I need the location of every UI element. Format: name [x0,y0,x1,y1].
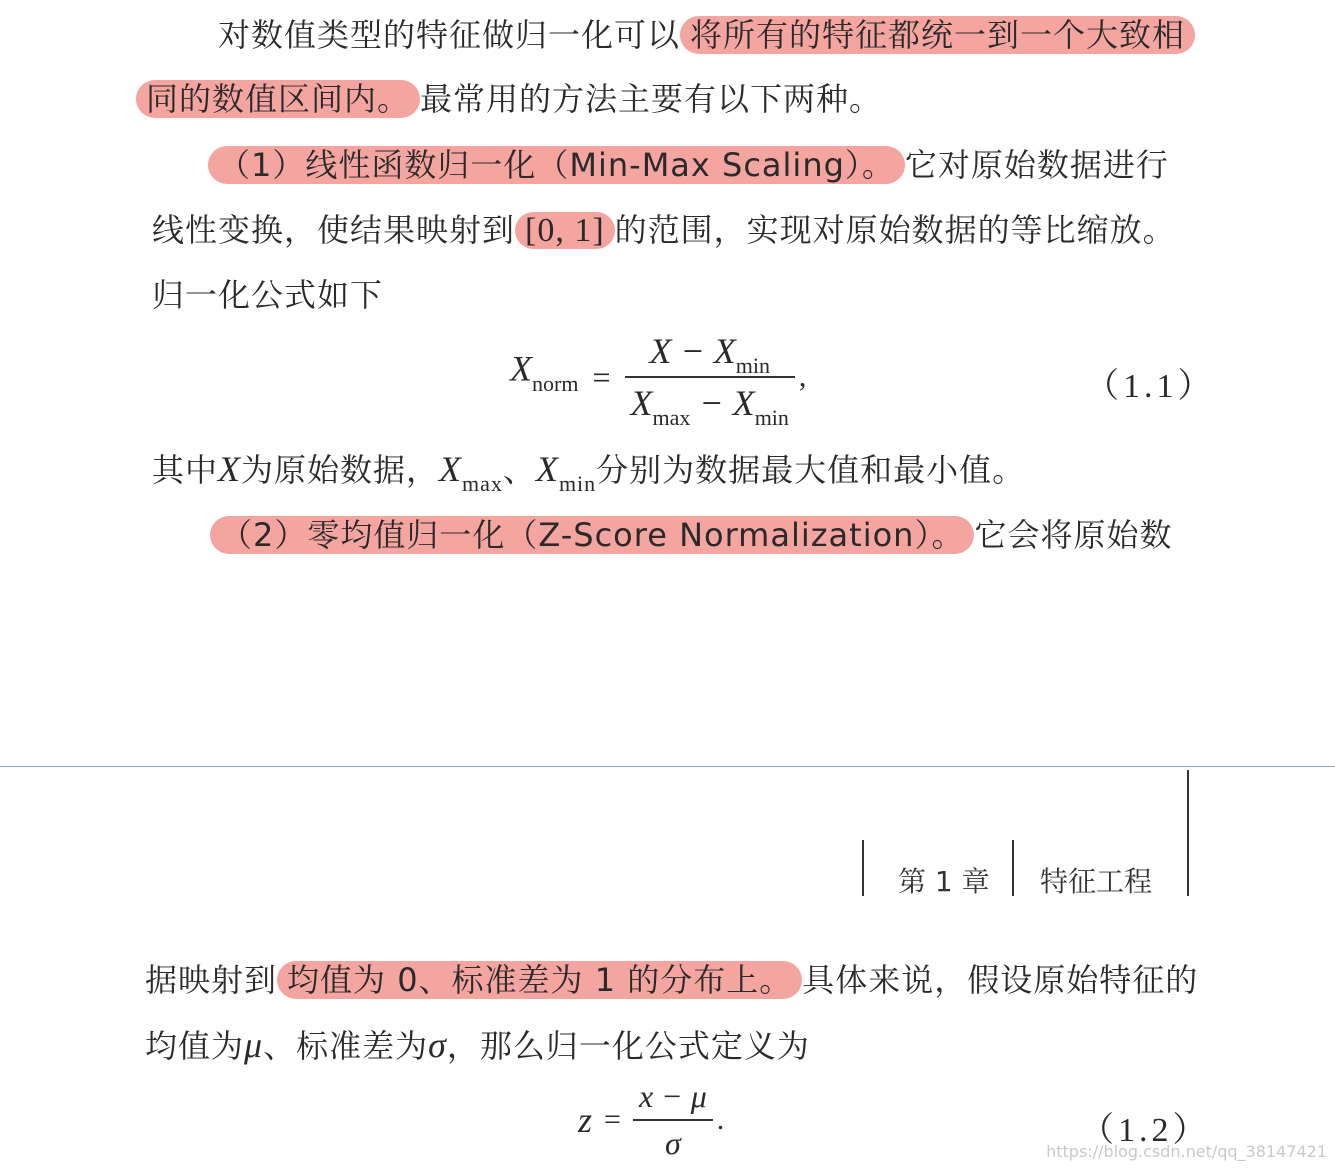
formula-symbol: σ [428,1025,447,1065]
formula-symbol: X [630,383,653,423]
highlight: [0, 1] [515,212,615,249]
para1-line1 [218,12,1195,58]
formula-subscript: norm [532,370,579,396]
item1-line3 [152,272,383,318]
highlight: 均值为 0、标准差为 1 的分布上。 [277,961,802,999]
formula-subscript: min [735,353,770,378]
formula-fraction [633,1078,713,1162]
highlight: （2）零均值归一化（Z-Score Normalization）。 [210,516,974,554]
para2-text: 具体来说，假设原始特征的 [802,961,1199,999]
formula-numerator: x − μ [633,1078,713,1121]
chapter-number: 第 1 章 [898,865,990,898]
formula-comma: , [798,360,807,393]
formula-subscript: max [462,471,503,496]
para2-text: ，那么归一化公式定义为 [446,1027,810,1065]
item1-text: 归一化公式如下 [152,276,384,314]
formula-equals: = [604,1103,621,1136]
explanation-text: 、 [502,451,536,489]
para2-line2 [145,1022,810,1069]
formula-subscript: min [558,471,597,496]
watermark: https://blog.csdn.net/qq_38147421 [1046,1142,1327,1161]
formula-subscript: min [754,405,789,430]
item2-line1 [210,512,1172,558]
para1-text: 对数值类型的特征做归一化可以 [218,16,681,54]
formula-denominator: σ [664,1125,681,1161]
item2-text: 它会将原始数 [974,516,1173,554]
para2-text: 、标准差为 [263,1027,429,1065]
formula-symbol: − X [690,383,755,423]
formula-symbol: X [218,449,242,489]
formula-symbol: μ [244,1025,264,1065]
formula-symbol: z [578,1100,593,1140]
page-edge-line [1187,770,1189,896]
para1-line2 [136,76,882,122]
formula-minmax [510,330,807,430]
highlight: 将所有的特征都统一到一个大致相 [680,16,1195,54]
chapter-title: 特征工程 [1040,865,1153,898]
page-separator [0,766,1335,767]
item1-text: 它对原始数据进行 [904,146,1169,184]
formula-subscript: max [652,405,691,430]
header-divider [1012,840,1014,896]
formula-period: . [716,1103,725,1136]
formula-symbol: X [535,449,559,489]
explanation-text: 其中 [152,451,219,489]
highlight: （1）线性函数归一化（Min-Max Scaling）。 [208,146,905,184]
explanation-text: 为原始数据， [241,451,440,489]
explanation-text: 分别为数据最大值和最小值。 [596,451,1026,489]
highlight: 同的数值区间内。 [136,80,420,118]
para1-text: 最常用的方法主要有以下两种。 [420,80,883,118]
item1-text: 的范围，实现对原始数据的等比缩放。 [614,211,1176,249]
formula-zscore [578,1078,724,1162]
formula-symbol: X [510,348,532,389]
formula-fraction [625,330,795,430]
item1-text: 线性变换，使结果映射到 [152,211,516,249]
formula-denominator [625,378,795,430]
para2-text: 据映射到 [145,961,278,999]
equation-number: （1.2） [1080,1112,1211,1149]
header-divider [862,840,864,896]
formula-symbol: X [439,449,463,489]
formula-numerator [625,330,795,378]
item1-line2 [152,207,1176,254]
item1-line1 [208,142,1169,188]
formula-equals: = [592,358,611,395]
formula-symbol: X − X [649,331,736,371]
formula1-explanation [152,446,1025,497]
equation-number: （1.1） [1085,368,1216,405]
para2-line1 [145,957,1198,1003]
para2-text: 均值为 [145,1027,245,1065]
